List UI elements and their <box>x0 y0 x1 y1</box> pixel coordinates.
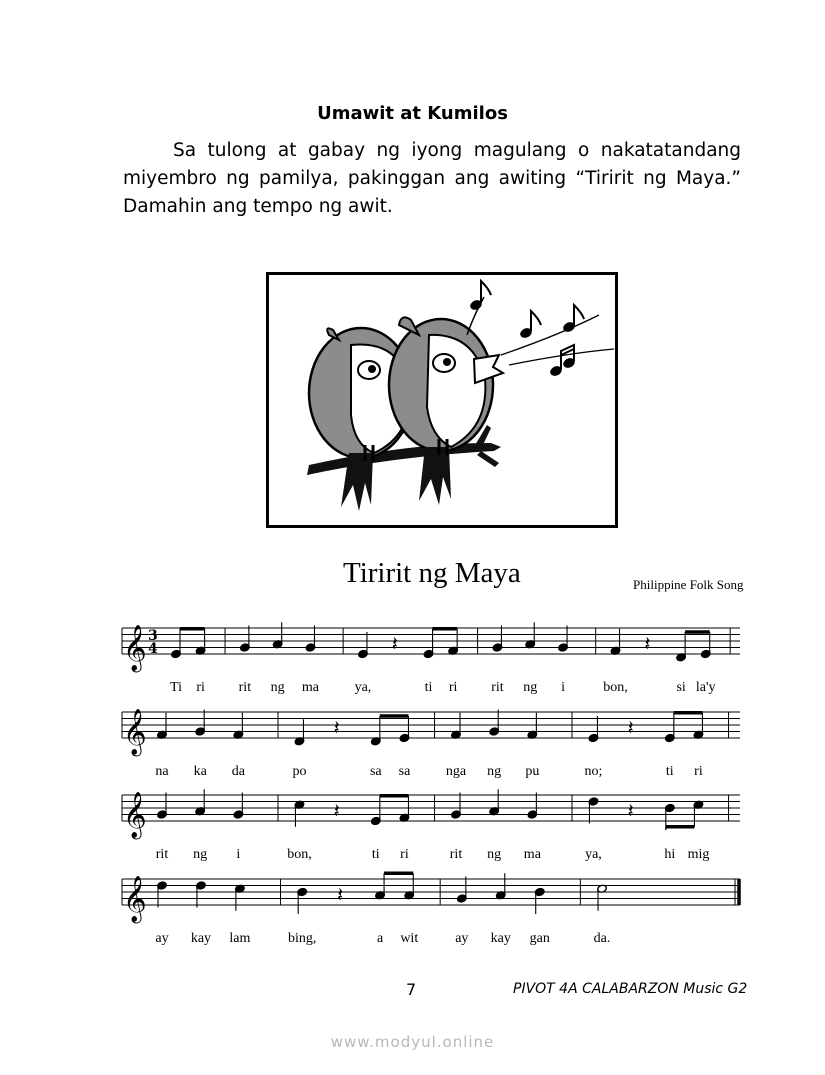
lyric-syllable: ng <box>487 764 502 779</box>
lyric-syllable: ng <box>487 847 502 862</box>
lyric-syllable: bon, <box>287 847 312 862</box>
lyric-syllable: Ti <box>170 680 182 695</box>
time-signature-bottom: 4 <box>148 641 158 657</box>
treble-clef-icon: 𝄞 <box>123 792 147 838</box>
lyric-syllable: pu <box>525 764 540 779</box>
lyric-syllable: ay <box>155 931 169 946</box>
intro-line-2: miyembro ng pamilya, pakinggan ang awiting “Tiririt ng Maya.” <box>123 168 741 189</box>
lyric-syllable: a <box>376 931 384 946</box>
song-composer: Philippine Folk Song <box>633 577 744 592</box>
lyric-syllable: ay <box>455 931 469 946</box>
lyric-syllable: bon, <box>603 680 628 695</box>
lyric-syllable: ri <box>448 680 458 695</box>
song-title: Tiririt ng Maya <box>343 557 521 589</box>
lyric-syllable: i <box>236 847 241 862</box>
quarter-rest-icon: 𝄽 <box>333 715 340 740</box>
lyric-syllable: po <box>292 764 307 779</box>
lyric-syllable: nga <box>445 764 467 779</box>
lyric-syllable: ri <box>196 680 205 695</box>
lyric-syllable: rit <box>155 847 169 862</box>
lyric-syllable: da <box>231 764 245 779</box>
lyric-syllable: kay <box>190 931 212 946</box>
watermark: www.modyul.online <box>330 1033 495 1051</box>
lyric-syllable: i <box>561 680 565 695</box>
lyric-syllable: bing, <box>287 931 317 946</box>
lyric-syllable: si <box>676 680 686 695</box>
lyric-syllable: ri <box>400 847 409 862</box>
lyric-syllable: ng <box>193 847 208 862</box>
lyric-syllable: na <box>155 764 169 779</box>
lyric-syllable: da. <box>593 931 611 946</box>
lyric-syllable: rit <box>238 680 252 695</box>
lyric-syllable: wit <box>400 931 419 946</box>
lyric-syllable: mig <box>687 847 710 862</box>
lyric-syllable: ng <box>270 680 285 695</box>
quarter-rest-icon: 𝄽 <box>333 798 340 823</box>
section-heading: Umawit at Kumilos <box>317 103 508 124</box>
treble-clef-icon: 𝄞 <box>123 709 147 755</box>
treble-clef-icon: 𝄞 <box>123 876 147 922</box>
lyric-syllable: ka <box>193 764 207 779</box>
lyric-syllable: kay <box>490 931 511 946</box>
lyric-syllable: gan <box>529 931 550 946</box>
lyric-syllable: rit <box>449 847 463 862</box>
lyric-syllable: rit <box>491 680 504 695</box>
publication-footer: PIVOT 4A CALABARZON Music G2 <box>513 981 748 997</box>
quarter-rest-icon: 𝄽 <box>627 798 634 823</box>
lyric-syllable: ti <box>424 680 433 695</box>
lyric-syllable: la'y <box>695 680 716 695</box>
lyric-syllable: ma <box>301 680 320 695</box>
lyric-syllable: lam <box>229 931 251 946</box>
lyric-syllable: no; <box>584 764 603 779</box>
quarter-rest-icon: 𝄽 <box>391 631 398 656</box>
lyric-syllable: ng <box>523 680 538 695</box>
page-number: 7 <box>406 980 417 999</box>
lyric-syllable: sa <box>398 764 411 779</box>
lyric-syllable: hi <box>664 847 676 862</box>
lyric-syllable: sa <box>369 764 382 779</box>
time-signature-top: 3 <box>148 628 158 644</box>
lyric-syllable: ma <box>523 847 541 862</box>
quarter-rest-icon: 𝄽 <box>337 882 344 907</box>
intro-line-3: Damahin ang tempo ng awit. <box>123 196 393 217</box>
lyric-syllable: ti <box>665 764 674 779</box>
lyric-syllable: ya, <box>585 847 602 862</box>
intro-line-1: Sa tulong at gabay ng iyong magulang o nakatatandang <box>173 140 741 161</box>
quarter-rest-icon: 𝄽 <box>644 631 651 656</box>
lyric-syllable: ya, <box>354 680 372 695</box>
lyric-syllable: ti <box>371 847 380 862</box>
treble-clef-icon: 𝄞 <box>123 625 147 671</box>
quarter-rest-icon: 𝄽 <box>627 715 634 740</box>
lyric-syllable: ri <box>694 764 703 779</box>
